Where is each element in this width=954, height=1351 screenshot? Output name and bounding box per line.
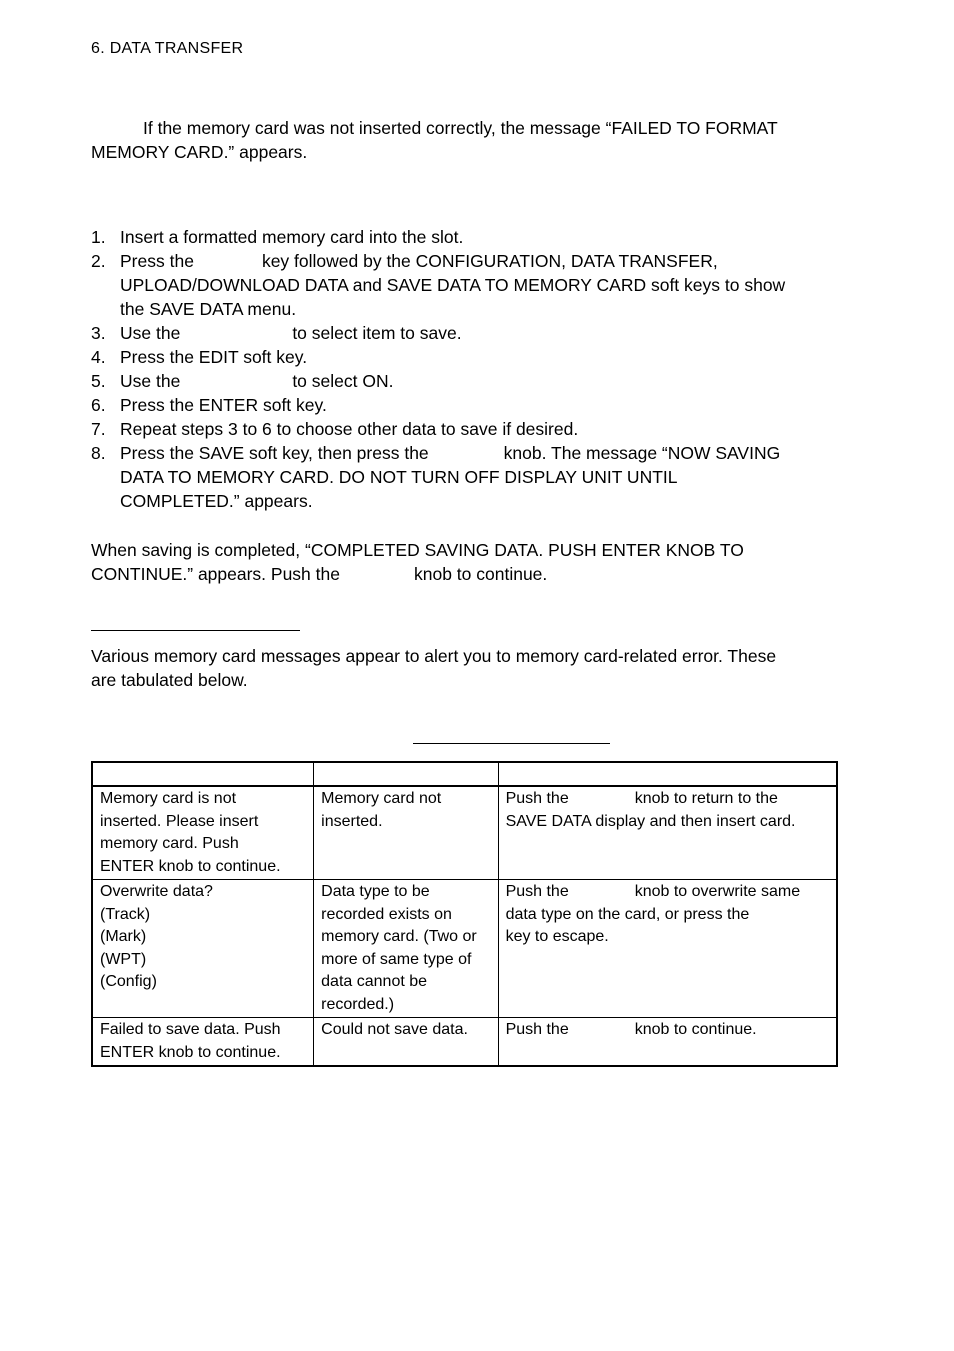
header-cell-message — [92, 762, 314, 786]
table-row — [92, 1018, 837, 1067]
table-row — [92, 786, 837, 880]
meaning-cell: Memory card not inserted. — [314, 786, 498, 880]
section-header: 6. DATA TRANSFER — [91, 40, 244, 57]
format-failure-note — [91, 116, 851, 164]
memory-card-messages-table — [91, 761, 838, 1067]
step-8: 8. Press the SAVE soft key, then press the knob. The message “NOW SAVING DATA TO MEMORY CARD. DO NOT TURN OFF DISPLAY UNIT UNTIL COMPLETED.” appears. — [91, 443, 781, 511]
remedy-cell: Push the knob to continue. — [498, 1018, 837, 1067]
save-steps-list — [91, 225, 851, 513]
table-row — [92, 880, 837, 1018]
message-cell: Overwrite data? (Track) (Mark) (WPT) (Config) — [92, 880, 314, 1018]
message-cell: Memory card is not inserted. Please insert memory card. Push ENTER knob to continue. — [92, 786, 314, 880]
step-4: 4. Press the EDIT soft key. — [91, 347, 308, 367]
meaning-cell: Could not save data. — [314, 1018, 498, 1067]
step-6: 6. Press the ENTER soft key. — [91, 395, 327, 415]
step-3: 3. Use the to select item to save. — [91, 323, 462, 343]
table-title-underline — [413, 743, 610, 744]
table-header-row — [92, 762, 837, 786]
step-1: 1. Insert a formatted memory card into the slot. — [91, 227, 464, 247]
completion-paragraph: When saving is completed, “COMPLETED SAVING DATA. PUSH ENTER KNOB TO CONTINUE.” appears. Push the knob to continue. — [91, 540, 744, 584]
note-line-1: If the memory card was not inserted correctly, the message “FAILED TO FORMAT — [143, 118, 778, 138]
step-5: 5. Use the to select ON. — [91, 371, 394, 391]
subsection-heading-underline — [91, 630, 300, 631]
remedy-cell: Push the knob to overwrite same data type on the card, or press the key to escape. — [498, 880, 837, 1018]
meaning-cell: Data type to be recorded exists on memory card. (Two or more of same type of data cannot be recorded.) — [314, 880, 498, 1018]
header-cell-meaning — [314, 762, 498, 786]
step-7: 7. Repeat steps 3 to 6 to choose other data to save if desired. — [91, 419, 579, 439]
header-cell-remedy — [498, 762, 837, 786]
note-line-2: MEMORY CARD.” appears. — [91, 142, 308, 162]
step-2: 2. Press the key followed by the CONFIGURATION, DATA TRANSFER, UPLOAD/DOWNLOAD DATA and SAVE DATA TO MEMORY CARD soft keys to show the SAVE DATA menu. — [91, 251, 786, 319]
messages-intro-paragraph: Various memory card messages appear to alert you to memory card-related error. These are tabulated below. — [91, 646, 777, 690]
remedy-cell: Push the knob to return to the SAVE DATA display and then insert card. — [498, 786, 837, 880]
message-cell: Failed to save data. Push ENTER knob to continue. — [92, 1018, 314, 1067]
